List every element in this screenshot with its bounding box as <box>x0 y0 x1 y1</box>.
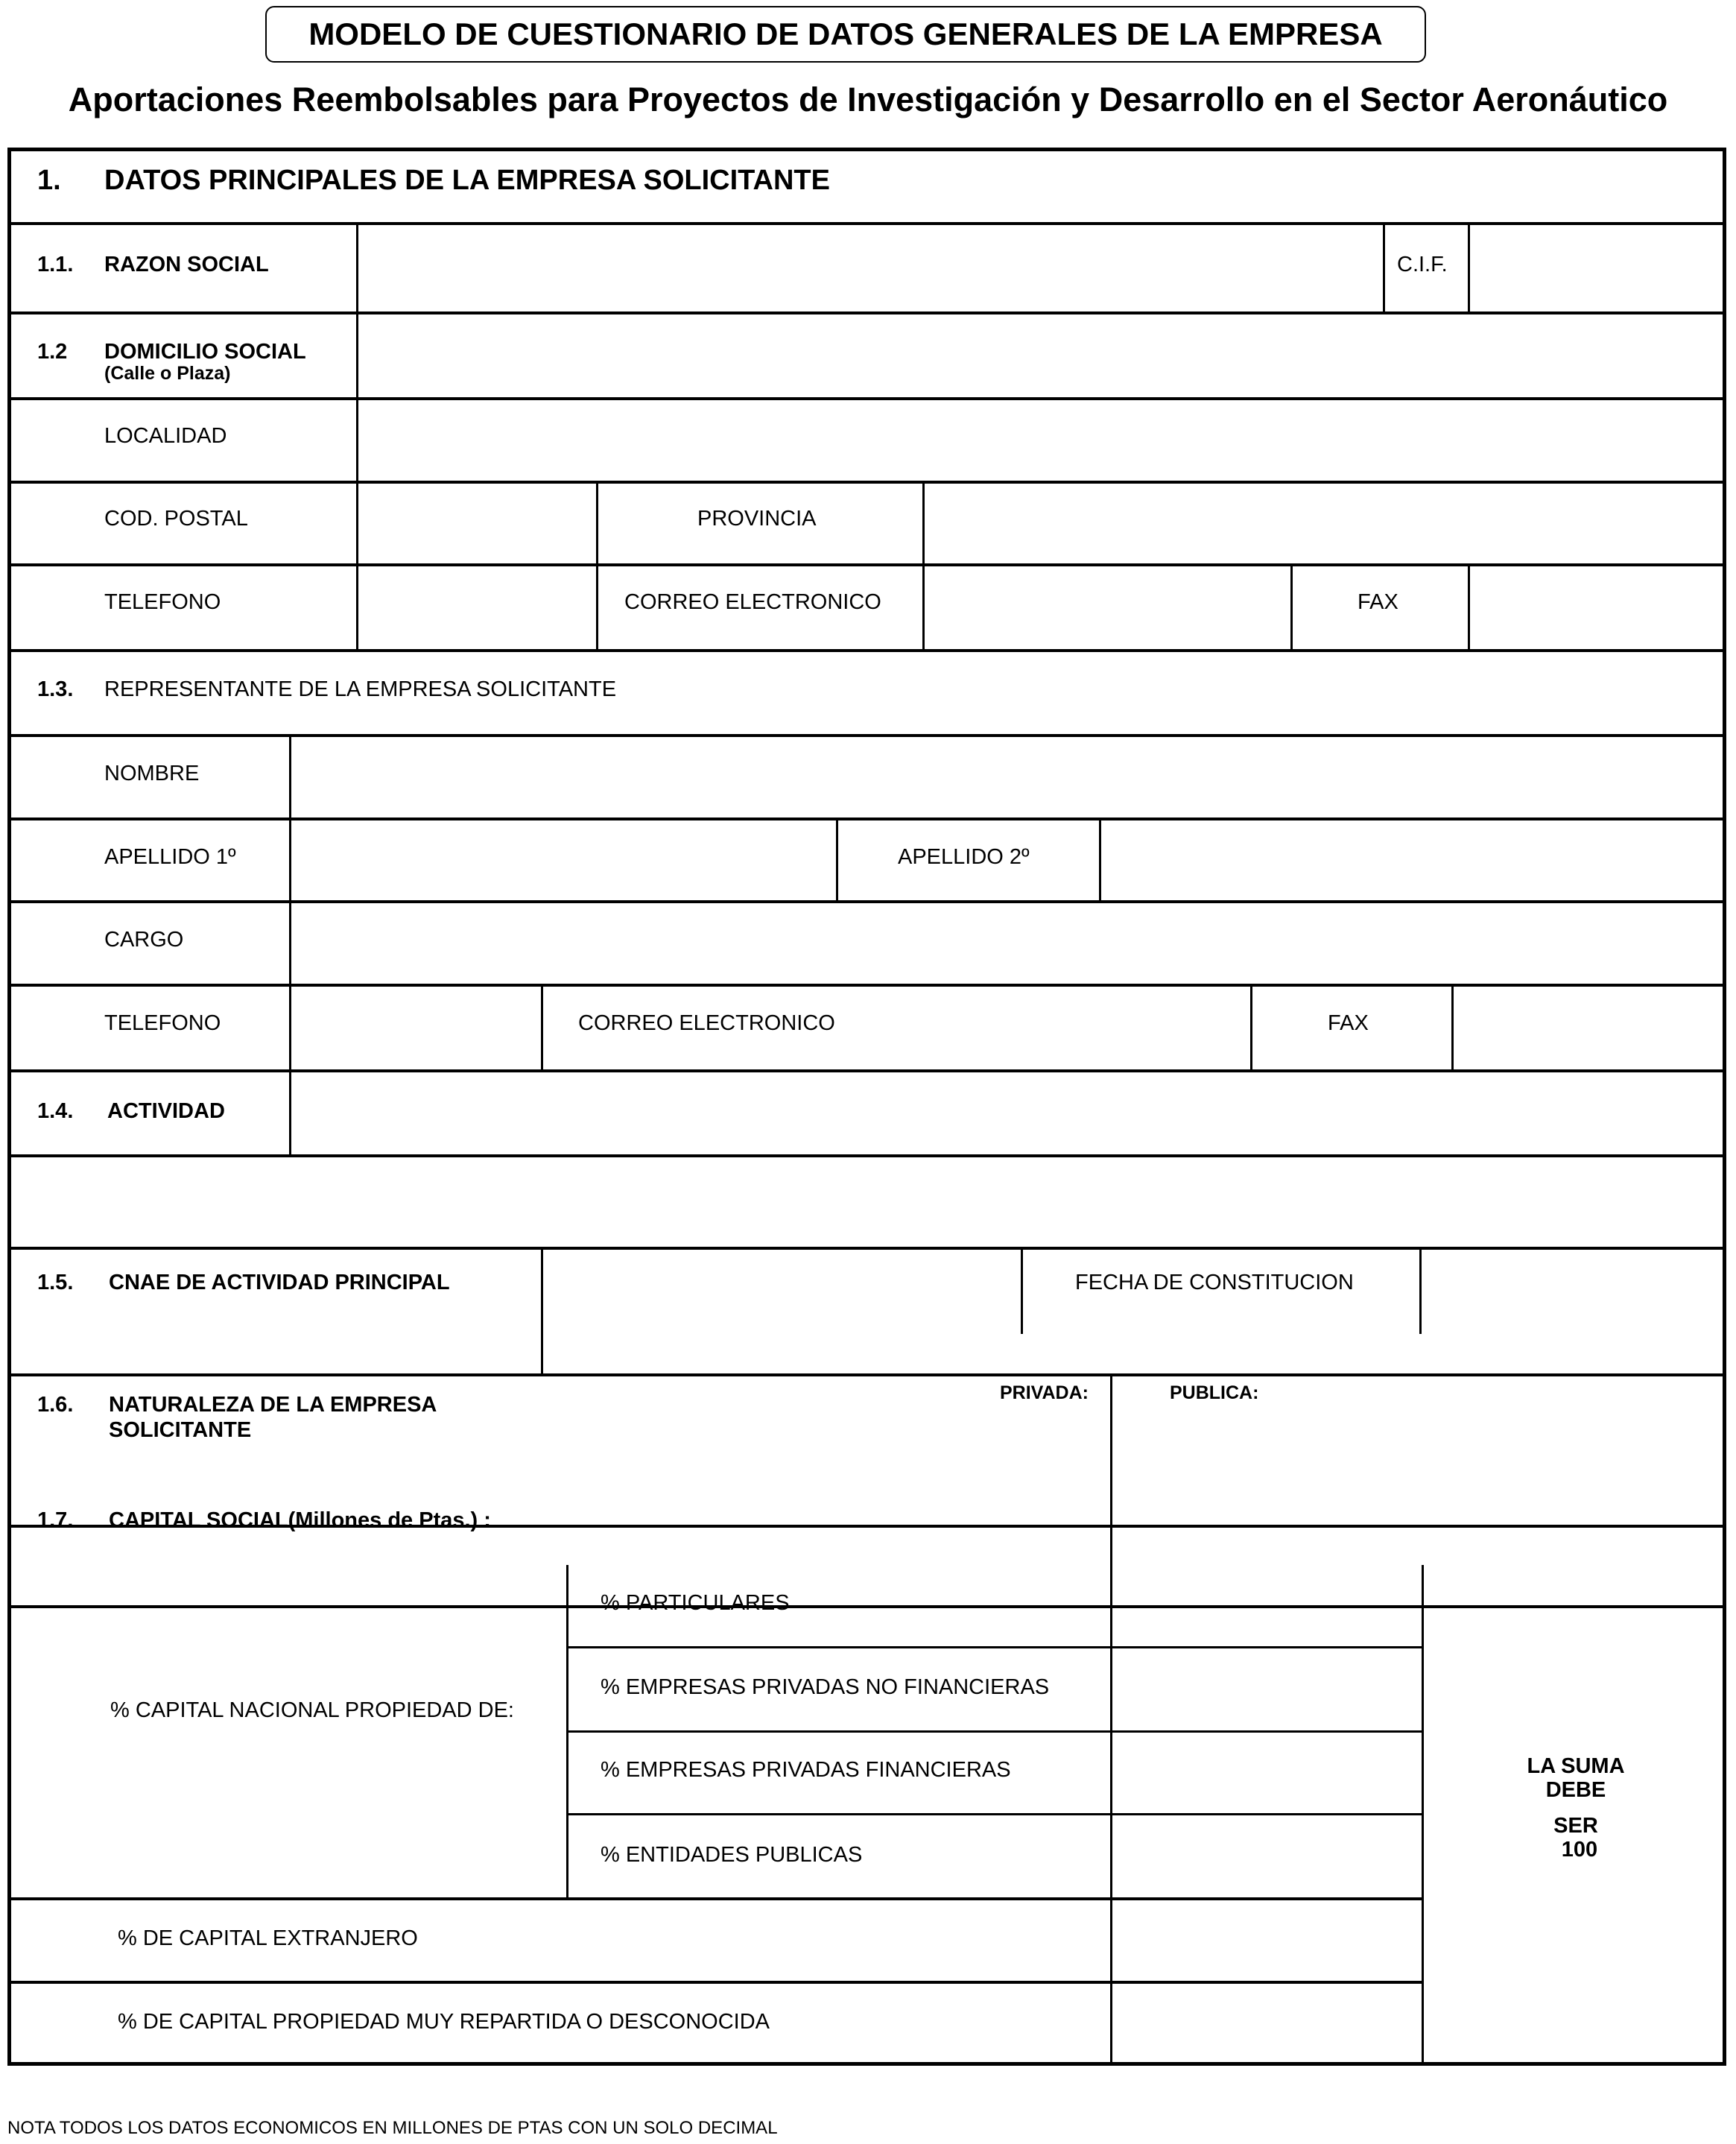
cif-label: C.I.F. <box>1397 253 1448 276</box>
capital-extranjero-label: % DE CAPITAL EXTRANJERO <box>118 1926 418 1950</box>
capital-repartida-label: % DE CAPITAL PROPIEDAD MUY REPARTIDA O DESCONOCIDA <box>118 2010 770 2034</box>
form-title: MODELO DE CUESTIONARIO DE DATOS GENERALES DE LA EMPRESA <box>265 6 1426 63</box>
correo-label: CORREO ELECTRONICO <box>624 590 881 614</box>
col-divider <box>1451 984 1454 1069</box>
item-number: 1.6. <box>37 1393 74 1417</box>
privada-checkbox[interactable] <box>1095 1377 1155 1407</box>
col-divider <box>1419 1247 1422 1334</box>
col-divider <box>922 481 925 652</box>
row-divider <box>7 1373 1726 1376</box>
nombre-label: NOMBRE <box>104 762 200 785</box>
col-divider <box>836 818 838 902</box>
suma-note: LA SUMA <box>1527 1754 1625 1778</box>
correo-field[interactable] <box>927 566 1289 648</box>
fax-label: FAX <box>1328 1011 1369 1035</box>
provincia-field[interactable] <box>927 484 1723 562</box>
item-number: 1.1. <box>37 253 74 276</box>
col-divider <box>566 1565 568 1897</box>
apellido1-field[interactable] <box>294 820 834 899</box>
fax-field[interactable] <box>1472 566 1723 648</box>
correo-label: CORREO ELECTRONICO <box>578 1011 835 1035</box>
row-divider <box>7 1897 1423 1900</box>
col-divider <box>1468 563 1470 652</box>
domicilio-sublabel: (Calle o Plaza) <box>104 363 231 384</box>
section-number: 1. <box>37 165 61 196</box>
cif-field[interactable] <box>1472 225 1723 310</box>
item-number: 1.4. <box>37 1099 74 1123</box>
suma-note: SER <box>1553 1814 1598 1838</box>
telefono-label: TELEFONO <box>104 1011 221 1035</box>
capital-social-field[interactable] <box>1115 1476 1723 1523</box>
cnae-field[interactable] <box>545 1250 1019 1333</box>
row-divider <box>566 1646 1422 1648</box>
suma-note: DEBE <box>1545 1778 1606 1802</box>
apellido1-label: APELLIDO 1º <box>104 845 236 869</box>
item-number: 1.5. <box>37 1271 74 1294</box>
capital-repartida-field[interactable] <box>1115 1984 1420 2061</box>
particulares-field[interactable] <box>1115 1565 1420 1645</box>
actividad-extra-field[interactable] <box>11 1157 1723 1245</box>
representante-label: REPRESENTANTE DE LA EMPRESA SOLICITANTE <box>104 677 617 701</box>
cod-postal-label: COD. POSTAL <box>104 507 248 531</box>
entidades-publicas-field[interactable] <box>1115 1816 1420 1897</box>
cargo-field[interactable] <box>294 903 1723 982</box>
col-divider <box>1099 818 1101 902</box>
razon-social-field[interactable] <box>361 225 1381 310</box>
col-divider <box>1422 1565 1424 2065</box>
publica-label: PUBLICA: <box>1170 1382 1259 1403</box>
fax-label: FAX <box>1358 590 1398 614</box>
particulares-label: % PARTICULARES <box>601 1591 790 1615</box>
col-divider <box>356 222 358 652</box>
publica-checkbox[interactable] <box>1264 1377 1323 1407</box>
col-divider <box>1021 1247 1023 1334</box>
col-divider <box>1468 222 1470 312</box>
footnote: NOTA TODOS LOS DATOS ECONOMICOS EN MILLONES DE PTAS CON UN SOLO DECIMAL <box>7 2118 778 2138</box>
row-divider <box>566 1730 1422 1733</box>
privadas-no-financieras-label: % EMPRESAS PRIVADAS NO FINANCIERAS <box>601 1675 1050 1699</box>
localidad-field[interactable] <box>361 400 1723 479</box>
rep-fax-field[interactable] <box>1456 987 1723 1068</box>
telefono-field[interactable] <box>361 566 595 648</box>
col-divider <box>1290 563 1293 652</box>
naturaleza-label-line2: SOLICITANTE <box>109 1418 252 1442</box>
actividad-field[interactable] <box>294 1072 1723 1153</box>
col-divider <box>596 481 598 652</box>
cnae-label: CNAE DE ACTIVIDAD PRINCIPAL <box>109 1271 450 1294</box>
capital-extranjero-field[interactable] <box>1115 1901 1420 1980</box>
entidades-publicas-label: % ENTIDADES PUBLICAS <box>601 1843 863 1867</box>
privadas-financieras-field[interactable] <box>1115 1733 1420 1812</box>
privadas-no-financieras-field[interactable] <box>1115 1649 1420 1730</box>
row-divider <box>566 1813 1422 1815</box>
form-subtitle: Aportaciones Reembolsables para Proyectos de Investigación y Desarrollo en el Sector Aeronáutico <box>68 80 1668 118</box>
capital-social-label: CAPITAL SOCIAL(Millones de Ptas.) : <box>109 1508 491 1532</box>
section-title: DATOS PRINCIPALES DE LA EMPRESA SOLICITANTE <box>104 165 830 196</box>
item-number: 1.3. <box>37 677 74 701</box>
capital-nacional-label: % CAPITAL NACIONAL PROPIEDAD DE: <box>110 1698 514 1722</box>
item-number: 1.7. <box>37 1508 74 1532</box>
naturaleza-label: NATURALEZA DE LA EMPRESA <box>109 1393 437 1417</box>
col-divider <box>1250 984 1252 1069</box>
privada-label: PRIVADA: <box>1000 1382 1089 1403</box>
provincia-label: PROVINCIA <box>697 507 817 531</box>
rep-telefono-field[interactable] <box>294 987 539 1068</box>
col-divider <box>289 734 291 1157</box>
domicilio-field[interactable] <box>361 314 1723 396</box>
cod-postal-field[interactable] <box>361 484 595 562</box>
item-number: 1.2 <box>37 340 68 364</box>
cargo-label: CARGO <box>104 928 184 952</box>
nombre-field[interactable] <box>294 737 1723 816</box>
domicilio-label: DOMICILIO SOCIAL <box>104 340 306 364</box>
apellido2-field[interactable] <box>1103 820 1723 899</box>
localidad-label: LOCALIDAD <box>104 424 227 448</box>
razon-social-label: RAZON SOCIAL <box>104 253 269 276</box>
col-divider <box>541 984 543 1069</box>
col-divider <box>1110 1373 1112 2065</box>
fecha-constitucion-field[interactable] <box>1424 1250 1723 1333</box>
col-divider <box>1383 222 1385 312</box>
telefono-label: TELEFONO <box>104 590 221 614</box>
row-divider <box>7 1605 1726 1608</box>
col-divider <box>541 1247 543 1373</box>
privadas-financieras-label: % EMPRESAS PRIVADAS FINANCIERAS <box>601 1758 1011 1782</box>
apellido2-label: APELLIDO 2º <box>898 845 1030 869</box>
fecha-constitucion-label: FECHA DE CONSTITUCION <box>1075 1271 1354 1294</box>
actividad-label: ACTIVIDAD <box>107 1099 225 1123</box>
suma-note: 100 <box>1561 1838 1598 1862</box>
